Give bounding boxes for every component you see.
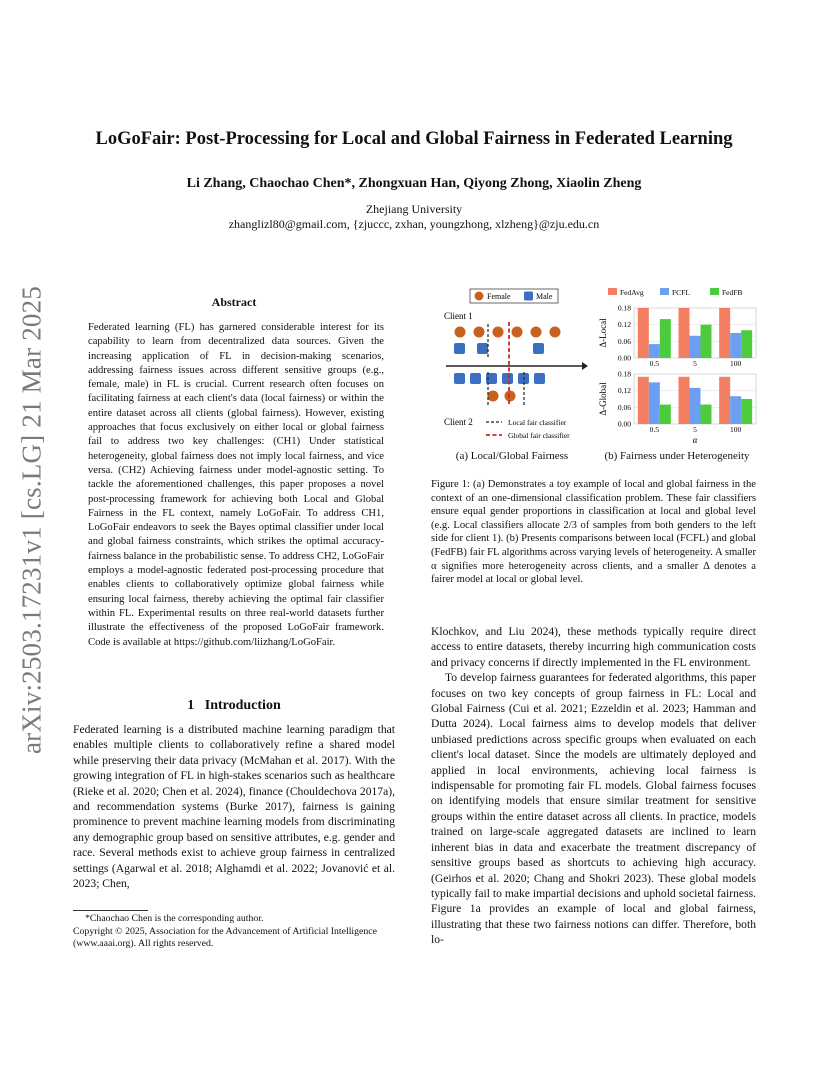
- female-legend-dot: [475, 292, 484, 301]
- y-tick-label: 0.06: [617, 402, 631, 412]
- legend-label-fcfl: FCFL: [672, 288, 690, 297]
- bar-fcfl: [649, 382, 660, 424]
- bar-fcfl: [730, 396, 741, 424]
- client2-female-row: [488, 391, 516, 402]
- bar-fedavg: [679, 308, 690, 358]
- paper-title: LoGoFair: Post-Processing for Local and Global Fairness in Federated Learning: [95, 129, 733, 149]
- copyright: Copyright © 2025, Association for the Advancement of Artificial Intelligence (www.aaai.org). All rights reserved.: [73, 925, 377, 950]
- section-title: Introduction: [204, 698, 281, 713]
- section-heading-introduction: [73, 698, 395, 714]
- client1-male-row: [454, 343, 544, 354]
- x-tick-label: 100: [730, 425, 742, 434]
- male-sample: [454, 373, 465, 384]
- y-tick-label: 0.12: [617, 320, 631, 330]
- x-tick-label: 0.5: [649, 425, 660, 434]
- bar-fedavg: [679, 377, 690, 424]
- paragraph: Klochkov, and Liu 2024), these methods typically require direct access to entire datasets, thereby incurring high communication costs and privacy concerns if directly implemented in the FL environment.: [431, 625, 756, 669]
- figure-caption: Figure 1: (a) Demonstrates a toy example of local and global fairness in the context of an one-dimensional classification problem. These fair classifiers ensure equal gender proportions in classification at local and global level (e.g. Local classifiers allocate 2/3 of samples from both genders to the left side for client 1). (b) Presents comparisons between local (FCFL) and global (FedFB) fair FL algorithms across varying levels of heterogeneity. A smaller α signifies more heterogeneity across clients, and a smaller Δ denotes a fairer model at local or global level.: [431, 479, 756, 586]
- local-line-label: Local fair classifier: [508, 418, 567, 427]
- bar-fedavg: [719, 308, 730, 358]
- axis-arrow: [582, 362, 588, 370]
- paragraph: To develop fairness guarantees for federated algorithms, this paper focuses on two key concepts of group fairness in FL: Local and Global Fairness (Cui et al. 2021; Ezzeldin et al. 2023; Hamman and Dutta 2024). Local fairness aims to develop models that deliver unbiased predictions across specific groups when evaluated on each client's local dataset. Since the models are ultimately deployed and applied in local environments, achieving local fairness is indispensable for promoting fair FL models. Global fairness focuses on identifying models that ensure similar treatment for sensitive groups within the entire dataset across all clients. In practice, models trained on large-scale aggregated datasets are inclined to learn inherent bias in data and exacerbate the treatment discrepancy of sensitive groups based as shortcuts to achieving high accuracy. (Geirhos et al. 2020; Chang and Shokri 2023). These global models typically fail to make impartial decisions and uphold societal fairness. Figure 1a provides an example of local and global fairness, illustrating that these two fairness notions can differ. Therefore, both lo-: [431, 671, 756, 947]
- bar-fedfb: [741, 330, 752, 358]
- y-tick-label: 0.00: [617, 353, 631, 363]
- bar-fedfb: [701, 405, 712, 424]
- x-axis-label: α: [692, 435, 698, 445]
- legend-label-fedavg: FedAvg: [620, 288, 644, 297]
- bar-fedfb: [701, 325, 712, 358]
- bar-fedfb: [660, 405, 671, 424]
- x-tick-label: 5: [693, 359, 697, 368]
- legend-male: Male: [536, 292, 553, 301]
- y-axis-label: Δ-Global: [598, 382, 608, 416]
- y-tick-label: 0.18: [617, 369, 631, 379]
- legend-female: Female: [487, 292, 511, 301]
- legend-swatch-fcfl: [660, 288, 669, 295]
- male-sample: [534, 373, 545, 384]
- abstract-heading: Abstract: [211, 295, 257, 309]
- legend-swatch-fedavg: [608, 288, 617, 295]
- affiliation: Zhejiang University: [365, 202, 463, 216]
- y-tick-label: 0.18: [617, 303, 631, 313]
- emails: zhanglizl80@gmail.com, {zjuccc, zxhan, youngzhong, xlzheng}@zju.edu.cn: [228, 217, 600, 231]
- bar-fcfl: [690, 388, 701, 424]
- bar-fedavg: [638, 308, 649, 358]
- arxiv-stamp: arXiv:2503.17231v1 [cs.LG] 21 Mar 2025: [16, 285, 47, 755]
- male-legend-square: [524, 292, 533, 301]
- intro-text: Federated learning is a distributed machine learning paradigm that enables multiple clients to collaboratively refine a shared model while preserving their data privacy (McMahan et al. 2017). With the growing integration of FL in high-stakes scenarios such as healthcare (Rieke et al. 2020; Chen et al. 2024), finance (Chouldechova 2017a), and recommendation systems (Burke 2017), fairness is gaining prominence to prevent machine learning models from discriminating any demographic group based on sensitive attributes, e.g. gender and race. Several methods exist to achieve group fairness in centralized settings (Agarwal et al. 2018; Alghamdi et al. 2022; Jovanović et al. 2023; Chen,: [73, 723, 395, 891]
- footnote: *Chaochao Chen is the corresponding author.: [85, 913, 264, 924]
- client1-label: Client 1: [444, 311, 473, 321]
- global-line-label: Global fair classifier: [508, 431, 570, 440]
- affiliation-block: [60, 202, 768, 232]
- female-sample: [488, 391, 499, 402]
- client2-male-row: [454, 373, 545, 384]
- bar-fedavg: [719, 377, 730, 424]
- female-sample: [550, 327, 561, 338]
- footnote-rule: [73, 910, 148, 911]
- y-tick-label: 0.00: [617, 419, 631, 429]
- subcaption-a: (a) Local/Global Fairness: [455, 450, 569, 462]
- author-list: Li Zhang, Chaochao Chen*, Zhongxuan Han, Qiyong Zhong, Xiaolin Zheng: [186, 176, 642, 191]
- bar-fcfl: [649, 344, 660, 358]
- female-sample: [493, 327, 504, 338]
- section-number: 1: [187, 698, 195, 713]
- bar-fedfb: [660, 319, 671, 358]
- female-sample: [455, 327, 466, 338]
- female-sample: [512, 327, 523, 338]
- x-tick-label: 100: [730, 359, 742, 368]
- y-tick-label: 0.06: [617, 336, 631, 346]
- female-sample: [474, 327, 485, 338]
- abstract-text: Federated learning (FL) has garnered considerable interest for its capability to learn from decentralized data sources. Given the increasing application of FL in decision-making scenarios, addressing fairness issues across different sensitive groups (e.g., female, male) in FL is crucial. Current research often focuses on facilitating fairness at each client's data (local fairness) or within the entire dataset across all clients (global fairness). However, existing approaches that focus exclusively on either local or global fairness fail to address two key challenges: (CH1) Under statistical heterogeneity, global fairness does not imply local fairness, and vice versa. (CH2) Achieving fairness under model-agnostic setting. To tackle the aforementioned challenges, this paper proposes a novel post-processing framework for achieving both Local and Global Fairness in the FL context, namely LoGoFair. To address CH1, LoGoFair endeavors to seek the Bayes optimal classifier under local and global fairness constraints, which strikes the optimal accuracy-fairness balance in the probabilistic sense. To address CH2, LoGoFair employs a model-agnostic federated post-processing procedure that enables clients to collaboratively optimize global fairness while ensuring local fairness, thereby achieving the optimal fair classifier within FL. Experimental results on three real-world datasets further illustrate the effectiveness of the proposed LoGoFair framework. Code is available at https://github.com/liizhang/LoGoFair.: [88, 322, 384, 648]
- male-sample: [454, 343, 465, 354]
- right-column-text: [431, 624, 756, 948]
- client1-female-row: [455, 327, 561, 338]
- female-sample: [531, 327, 542, 338]
- toy-example-figure: [436, 284, 588, 450]
- male-sample: [477, 343, 488, 354]
- bar-fcfl: [730, 333, 741, 358]
- legend-swatch-fedfb: [710, 288, 719, 295]
- heterogeneity-bar-charts: [594, 284, 762, 448]
- subcaption-b: (b) Fairness under Heterogeneity: [604, 450, 750, 462]
- bar-fcfl: [690, 336, 701, 358]
- legend-label-fedfb: FedFB: [722, 288, 743, 297]
- footnote-block: [73, 913, 395, 951]
- male-sample: [533, 343, 544, 354]
- bar-fedavg: [638, 377, 649, 424]
- x-tick-label: 0.5: [649, 359, 660, 368]
- y-axis-label: Δ-Local: [598, 318, 608, 348]
- male-sample: [470, 373, 481, 384]
- female-sample: [505, 391, 516, 402]
- y-tick-label: 0.12: [617, 386, 631, 396]
- male-sample: [502, 373, 513, 384]
- x-tick-label: 5: [693, 425, 697, 434]
- client2-label: Client 2: [444, 417, 473, 427]
- bar-fedfb: [741, 399, 752, 424]
